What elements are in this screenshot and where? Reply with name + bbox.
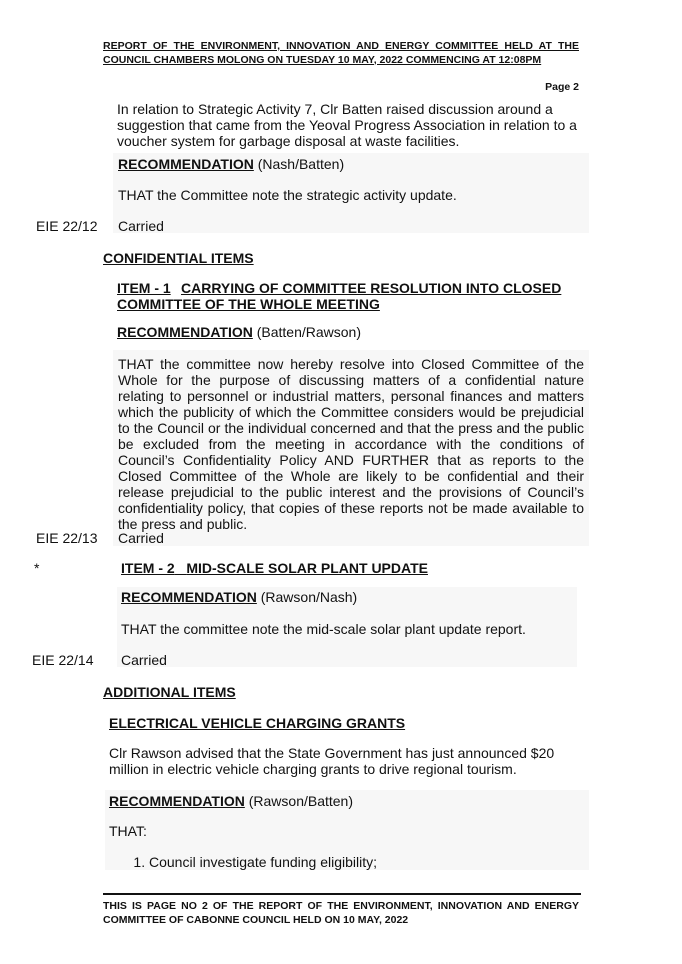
recommendation-label: RECOMMENDATION (117, 324, 253, 340)
recommendation-label: RECOMMENDATION (121, 589, 257, 605)
ev-grants-heading: ELECTRICAL VEHICLE CHARGING GRANTS (109, 715, 406, 731)
page-number: Page 2 (545, 81, 579, 93)
resolution-number: EIE 22/12 (36, 218, 98, 234)
strategic-recommendation-text: THAT the Committee note the strategic activity update. (118, 187, 457, 203)
recommendation-movers: (Rawson/Nash) (260, 589, 358, 605)
strategic-recommendation-line (118, 156, 344, 172)
item-1-title: CARRYING OF COMMITTEE RESOLUTION INTO CLOSED COMMITTEE OF THE WHOLE MEETING (117, 280, 562, 312)
additional-items-heading: ADDITIONAL ITEMS (103, 684, 236, 700)
confidential-items-heading: CONFIDENTIAL ITEMS (103, 250, 254, 266)
item-2-recommendation-block (117, 587, 577, 667)
confidential-recommendation-line (117, 324, 361, 340)
ev-recommendation-that: THAT: (109, 823, 147, 839)
footer-text: THIS IS PAGE NO 2 OF THE REPORT OF THE ENVIRONMENT, INNOVATION AND ENERGY COMMITTEE OF CABONNE COUNCIL HELD ON 10 MAY, 2022 (103, 900, 579, 926)
ev-recommendation-list (117, 854, 589, 870)
strategic-activity-paragraph: In relation to Strategic Activity 7, Clr Batten raised discussion around a suggestion that came from the Yeoval Progress Association in relation to a voucher system for garbage disposal at waste facilities. (117, 101, 577, 149)
recommendation-movers: (Batten/Rawson) (256, 324, 362, 340)
resolution-status: Carried (121, 652, 167, 668)
recommendation-label: RECOMMENDATION (118, 156, 254, 172)
recommendation-movers: (Rawson/Batten) (248, 793, 354, 809)
confidential-resolution-block (113, 350, 589, 546)
item-2-asterisk: * (34, 560, 40, 576)
recommendation-movers: (Nash/Batten) (257, 156, 345, 172)
ev-recommendation-block (105, 790, 589, 870)
ev-grants-paragraph: Clr Rawson advised that the State Government has just announced $20 million in electric vehicle charging grants to drive regional tourism. (109, 745, 555, 777)
resolution-number: EIE 22/13 (36, 530, 98, 546)
resolution-status: Carried (118, 530, 164, 546)
footer-divider (103, 893, 581, 895)
item-1-number: ITEM - 1 (117, 280, 171, 296)
strategic-recommendation-block (113, 153, 589, 233)
resolution-status: Carried (118, 218, 164, 234)
item-2-recommendation-line (121, 589, 357, 605)
list-item: 1. Council investigate funding eligibility; (149, 854, 589, 870)
recommendation-label: RECOMMENDATION (109, 793, 245, 809)
ev-recommendation-line (109, 793, 353, 809)
report-header-title: REPORT OF THE ENVIRONMENT, INNOVATION AND ENERGY COMMITTEE HELD AT THE COUNCIL CHAMBERS MOLONG ON TUESDAY 10 MAY, 2022 COMMENCING AT 12:08PM (103, 40, 579, 66)
confidential-recommendation-text: THAT the committee now hereby resolve into Closed Committee of the Whole for the purpose of discussing matters of a confidential nature relating to personnel or industrial matters, personal finances and matters which the publicity of which the Committee considers would be prejudicial to the Council or the individual concerned and that the press and the public be excluded from the meeting in accordance with the conditions of Council’s Confidentiality Policy AND FURTHER that as reports to the Closed Committee of the Whole are likely to be confidential and their release prejudicial to the public interest and the provisions of Council’s confidentiality policy, that copies of these reports not be made available to the press and public. (118, 356, 584, 532)
item-2-heading: ITEM - 2 MID-SCALE SOLAR PLANT UPDATE (121, 560, 428, 576)
resolution-number: EIE 22/14 (32, 652, 94, 668)
item-2-recommendation-text: THAT the committee note the mid-scale solar plant update report. (121, 621, 526, 637)
